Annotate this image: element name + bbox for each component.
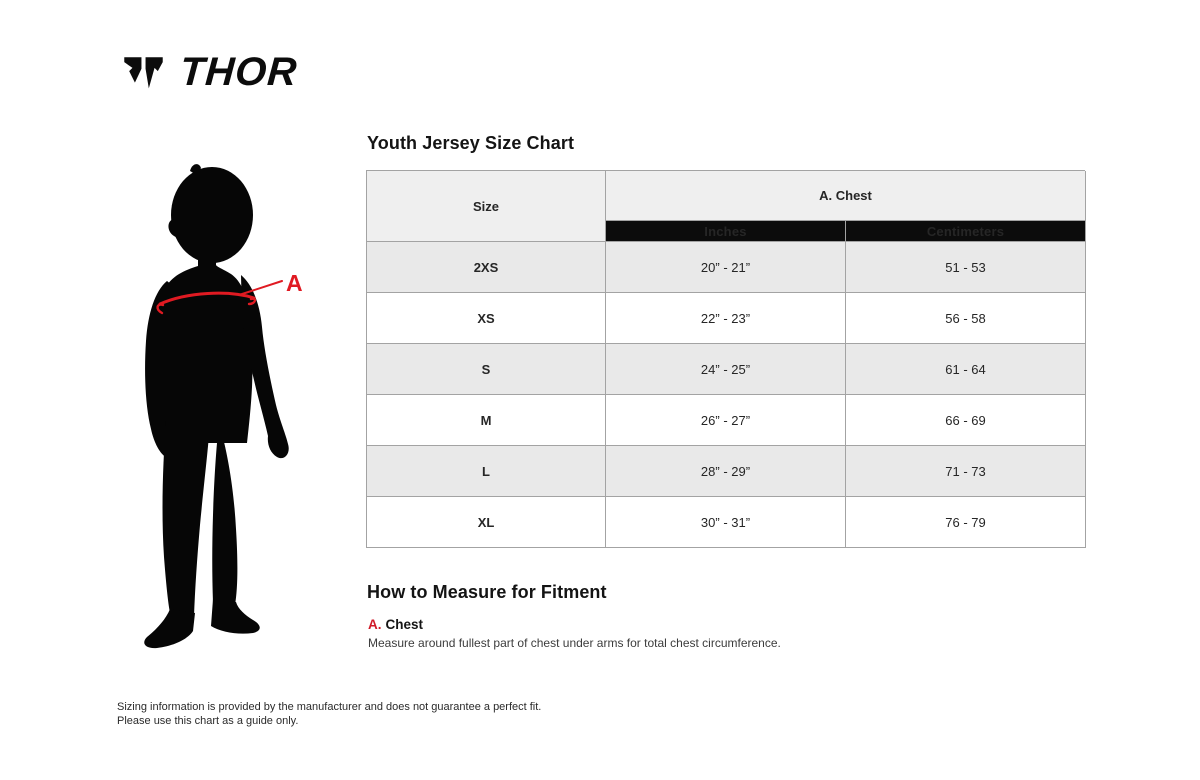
measurement-figure [135,163,325,663]
inches-cell: 24” - 25” [606,344,846,395]
centimeters-cell: 56 - 58 [846,293,1086,344]
centimeters-cell: 66 - 69 [846,395,1086,446]
thor-logo [121,50,297,94]
thor-horns-icon [121,50,166,94]
sizing-disclaimer [117,700,541,728]
centimeters-cell: 76 - 79 [846,497,1086,548]
child-silhouette [135,163,325,663]
measure-item-a [368,617,423,632]
inches-cell: 30” - 31” [606,497,846,548]
silhouette-body [144,164,288,648]
size-cell: XL [367,497,606,548]
size-cell: M [367,395,606,446]
inches-cell: 20” - 21” [606,242,846,293]
marker-label-a: A [286,270,303,296]
column-header-size: Size [367,171,606,242]
inches-cell: 22” - 23” [606,293,846,344]
column-header-centimeters: Centimeters [846,221,1086,242]
inches-cell: 26” - 27” [606,395,846,446]
disclaimer-line-2: Please use this chart as a guide only. [117,715,299,727]
disclaimer-line-1: Sizing information is provided by the manufacturer and does not guarantee a perfect fit. [117,701,542,713]
column-header-chest: A. Chest [606,171,1086,221]
inches-cell: 28” - 29” [606,446,846,497]
measure-item-a-description: Measure around fullest part of chest under arms for total chest circumference. [368,636,781,650]
brand-wordmark: THOR [178,50,299,94]
column-header-inches: Inches [606,221,846,242]
size-cell: S [367,344,606,395]
size-chart-table [366,170,1085,548]
measure-item-a-name: Chest [385,617,424,632]
size-cell: 2XS [367,242,606,293]
size-cell: L [367,446,606,497]
centimeters-cell: 51 - 53 [846,242,1086,293]
measure-item-a-key: A. [368,617,382,632]
centimeters-cell: 71 - 73 [846,446,1086,497]
size-cell: XS [367,293,606,344]
size-chart-title: Youth Jersey Size Chart [367,133,575,153]
how-to-measure-heading: How to Measure for Fitment [367,582,607,602]
centimeters-cell: 61 - 64 [846,344,1086,395]
